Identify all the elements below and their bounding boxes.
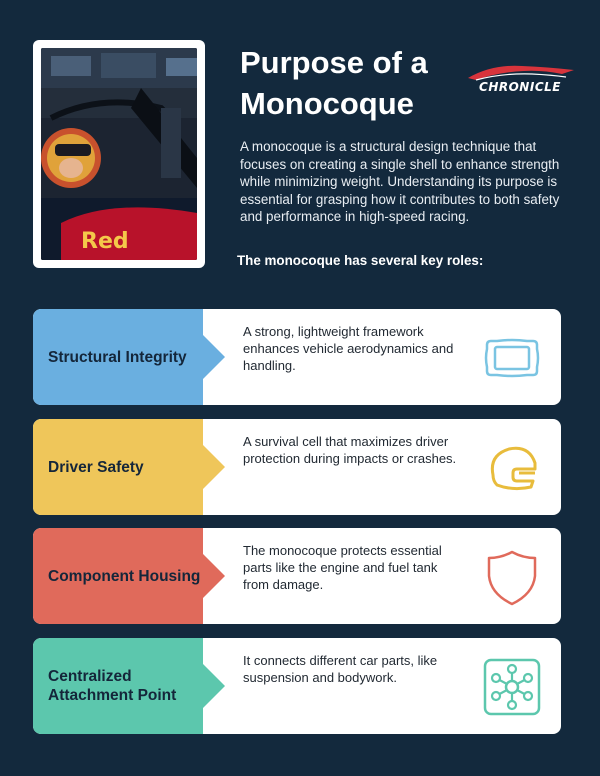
frame-icon xyxy=(483,329,541,387)
role-label: Structural Integrity xyxy=(48,348,187,366)
role-card-driver-safety xyxy=(33,419,561,515)
chronicle-logo xyxy=(462,60,578,100)
role-label-tab xyxy=(33,638,203,734)
network-icon xyxy=(483,658,541,716)
role-description: It connects different car parts, like suspension and bodywork. xyxy=(243,653,438,685)
role-label: Centralized Attachment Point xyxy=(48,668,177,704)
role-card-component-housing xyxy=(33,528,561,624)
role-description: A strong, lightweight framework enhances vehicle aerodynamics and handling. xyxy=(243,324,454,373)
role-label: Component Housing xyxy=(48,567,201,585)
svg-text:Red: Red xyxy=(81,229,129,254)
roles-heading: The monocoque has several key roles: xyxy=(237,253,484,268)
role-description: A survival cell that maximizes driver protection during impacts or crashes. xyxy=(243,434,457,466)
role-label-tab xyxy=(33,528,203,624)
role-label: Driver Safety xyxy=(48,458,144,476)
driver-cockpit-photo xyxy=(41,48,197,260)
intro-paragraph: A monocoque is a structural design technique that focuses on creating a single shell to enhance strength while minimizing weight. Understanding its purpose is essential for grasping how it contributes to both safety and performance in high-speed racing. xyxy=(240,139,560,225)
hero-photo-frame xyxy=(33,40,205,268)
shield-icon xyxy=(483,548,541,606)
role-description: The monocoque protects essential parts like the engine and fuel tank from damage. xyxy=(243,543,442,592)
role-card-centralized-attachment xyxy=(33,638,561,734)
helmet-icon xyxy=(483,439,541,497)
page-title: Purpose of a Monocoque xyxy=(240,45,428,121)
logo-text: CHRONICLE xyxy=(479,80,561,94)
role-label-tab xyxy=(33,419,203,515)
role-card-structural-integrity xyxy=(33,309,561,405)
role-label-tab xyxy=(33,309,203,405)
cockpit-illustration xyxy=(41,48,197,260)
